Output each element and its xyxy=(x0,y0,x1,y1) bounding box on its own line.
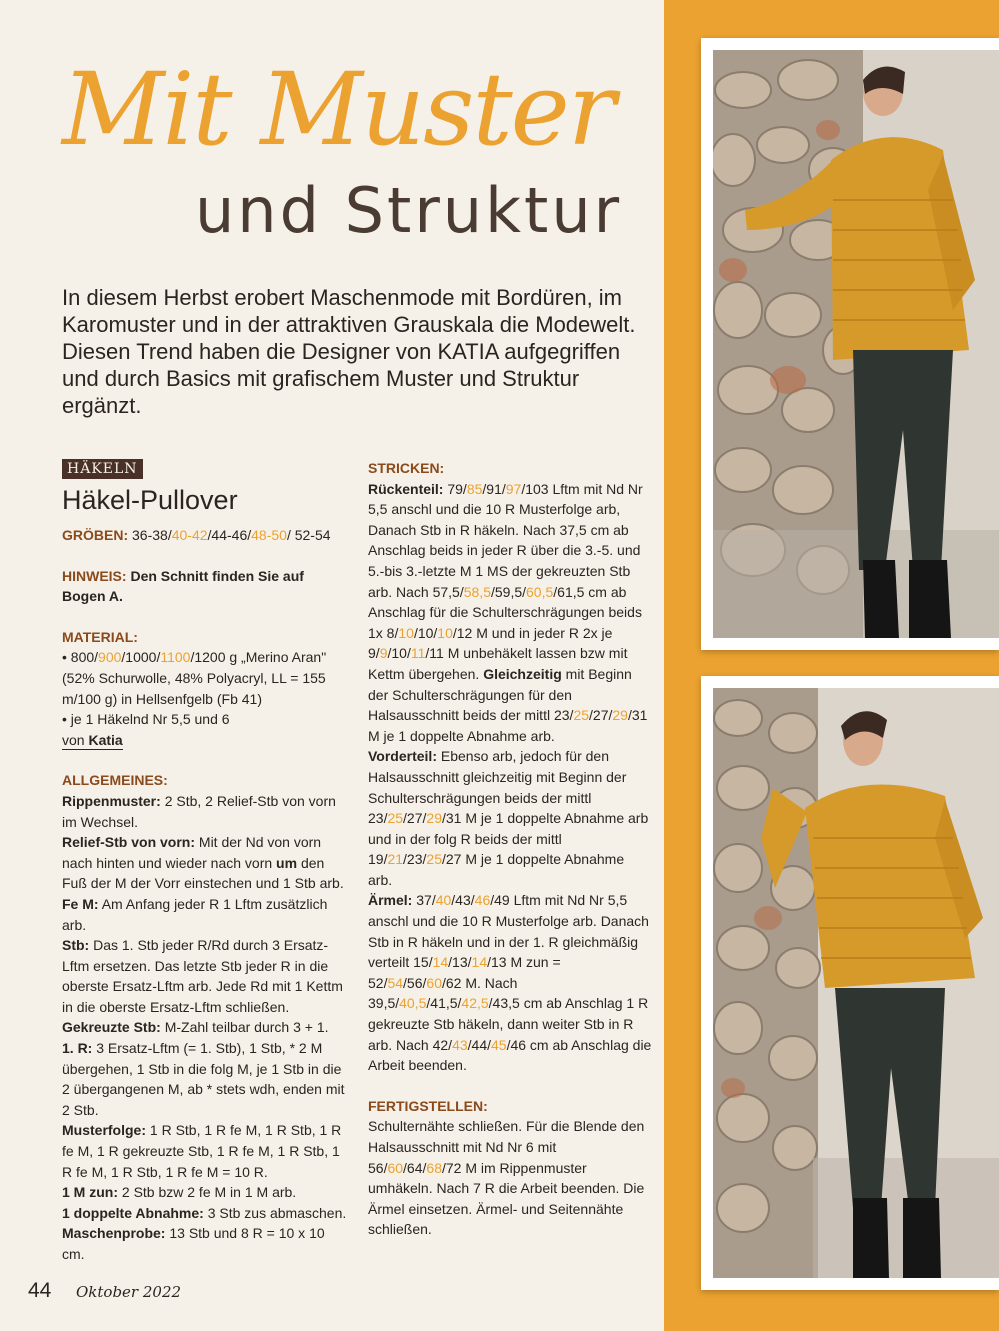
right-column xyxy=(368,458,652,1240)
brand-line: von Katia xyxy=(62,731,123,748)
increase: 1 M zun: 2 Stb bzw 2 fe M in 1 M arb. xyxy=(62,1184,297,1201)
photo-model-back xyxy=(713,50,999,638)
left-column xyxy=(62,458,347,1265)
gauge: Maschenprobe: 13 Stb und 8 R = 10 x 10 cm. xyxy=(62,1225,325,1262)
material-label: MATERIAL: xyxy=(62,628,138,645)
sizes-line: GRÖBEN: 36-38/40-42/44-46/48-50/ 52-54 xyxy=(62,527,331,543)
sleeves: Ärmel: 37/40/43/46/49 Lftm mit Nd Nr 5,5 anschl und die 10 R Musterfolge arb. Danach Stb in R häkeln und in der 1. R gleichmäßig verteilt 15/14/13/14/13 M zun = 52/54/56/60/62 M. Nach 39,5/40,5/41,5/42,5/43,5 cm ab Anschlag 1 R gekreuzte Stb häkeln, dann weiter Stb in R arb. Nach 42/43/44/45/46 cm ab Anschlag die Arbeit beenden. xyxy=(368,892,652,1074)
category-tag: HÄKELN xyxy=(62,459,143,479)
crossed-treble: Gekreuzte Stb: M-Zahl teilbar durch 3 + 1. xyxy=(62,1019,329,1036)
photo-frame-front-view xyxy=(701,676,999,1290)
headline-sub: und Struktur xyxy=(195,174,623,247)
headline-script: Mit Muster xyxy=(62,51,614,168)
photo-frame-back-view xyxy=(701,38,999,650)
general-label: ALLGEMEINES: xyxy=(62,772,168,789)
finishing: Schulternähte schließen. Für die Blende den Halsausschnitt mit Nd Nr 6 mit 56/60/64/68/72 M im Rippenmuster umhäkeln. Nach 7 R die Arbeit beenden. Die Ärmel einsetzen. Ärmel- und Seitennähte schließen. xyxy=(368,1118,645,1238)
pattern-sequence: Musterfolge: 1 R Stb, 1 R fe M, 1 R Stb, 1 R fe M, 1 R gekreuzte Stb, 1 R fe M, 1 R Stb, 1 R fe M, 1 R Stb, 1 R fe M = 10 R. xyxy=(62,1122,342,1180)
material-hook: • je 1 Häkelnd Nr 5,5 und 6 xyxy=(62,711,230,728)
material-yarn: • 800/900/1000/1100/1200 g „Merino Aran" (52% Schurwolle, 48% Polyacryl, LL = 155 m/100 g) in Hellsenfgelb (Fb 41) xyxy=(62,649,327,707)
double-decrease: 1 doppelte Abnahme: 3 Stb zus abmaschen. xyxy=(62,1204,347,1221)
hint: HINWEIS: Den Schnitt finden Sie auf Bogen A. xyxy=(62,567,304,605)
photo-model-front xyxy=(713,688,999,1278)
finishing-label: FERTIGSTELLEN: xyxy=(368,1097,488,1114)
firm-stitch: Fe M: Am Anfang jeder R 1 Lftm zusätzlich arb. xyxy=(62,895,328,933)
knit-label: STRICKEN: xyxy=(368,460,445,476)
rib-pattern: Rippenmuster: 2 Stb, 2 Relief-Stb von vorn im Wechsel. xyxy=(62,792,336,830)
treble-stitch: Stb: Das 1. Stb jeder R/Rd durch 3 Ersatz-Lftm ersetzen. Das letzte Stb jeder R in die oberste Ersatz-Lftm arb. Jede Rd mit 1 Kettm in die oberste Ersatz-Lftm schließen. xyxy=(62,937,343,1015)
pattern-title: Häkel-Pullover xyxy=(62,485,238,515)
page-number: 44 xyxy=(28,1279,52,1302)
front-piece: Vorderteil: Ebenso arb, jedoch für den Halsausschnitt gleichzeitig mit Beginn der Schulterschrägungen beids der mittl 23/25/27/29/31 M je 1 doppelte Abnahme arb und in der folg R beids der mittl 19/21/23/25/27 M je 1 doppelte Abnahme arb. xyxy=(368,748,649,888)
issue-date: Oktober 2022 xyxy=(76,1283,182,1301)
back-piece: Rückenteil: 79/85/91/97/103 Lftm mit Nd Nr 5,5 anschl und die 10 R Musterfolge arb, Danach Stb in R häkeln. Nach 37,5 cm ab Anschlag beids in jeder R über die 3.-5. und 5.-bis 3.-letzte M 1 MS der gekreuzten Stb arb. Nach 57,5/58,5/59,5/60,5/61,5 cm ab Anschlag für die Schulterschrägungen beids 1x 8/10/10/10/12 M und in jeder R 2x je 9/9/10/11/11 M unbehäkelt lassen bzw mit Kettm übergehen. Gleichzeitig mit Beginn der Schulterschrägungen für den Halsausschnitt beids der mittl 23/25/27/29/31 M je 1 doppelte Abnahme arb. xyxy=(368,480,648,744)
relief-stitch: Relief-Stb von vorn: Mit der Nd von vorn nach hinten und wieder nach vorn um den Fuß der M der Vorr einstechen und 1 Stb arb. xyxy=(62,834,344,892)
intro-text: In diesem Herbst erobert Maschenmode mit Bordüren, im Karomuster und in der attraktiven Grauskala die Modewelt. Diesen Trend haben die Designer von KATIA aufgegriffen und durch Basics mit grafischem Muster und Struktur ergänzt. xyxy=(62,285,636,418)
row-1: 1. R: 3 Ersatz-Lftm (= 1. Stb), 1 Stb, * 2 M übergehen, 1 Stb in die folg M, je 1 Stb in die 2 übergangenen M, ab * stets wdh, enden mit 2 Stb. xyxy=(62,1040,345,1118)
